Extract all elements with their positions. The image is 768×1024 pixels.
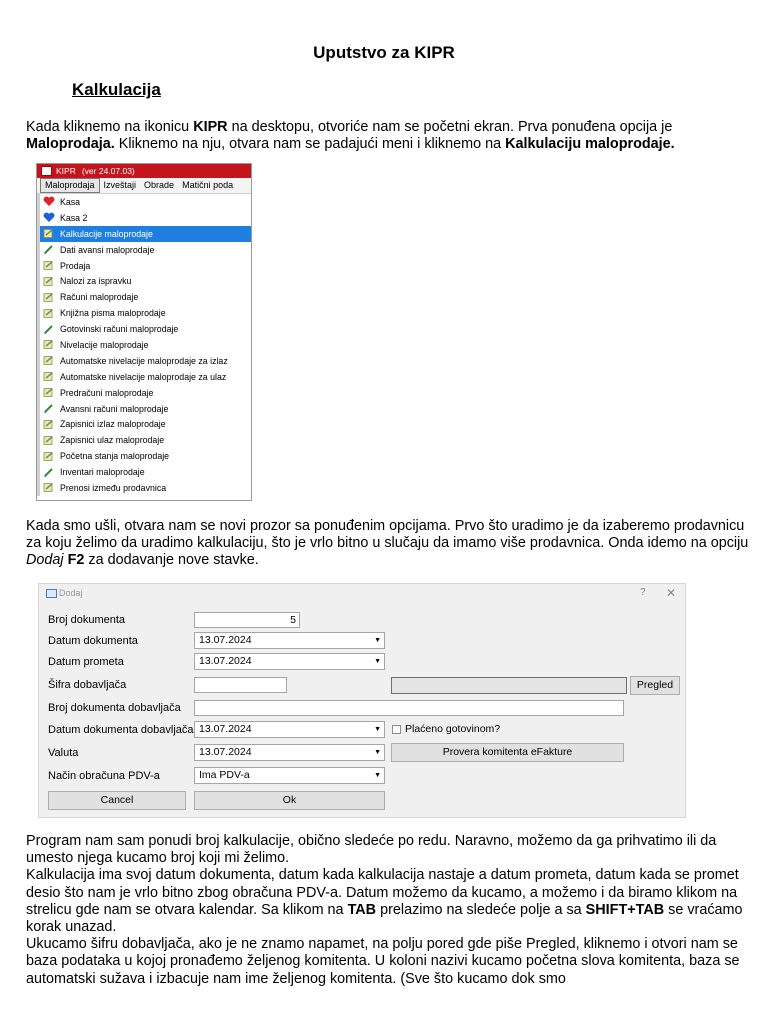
dropdown-menu (37, 194, 251, 496)
row-broj-dokumenta (39, 611, 685, 632)
document-icon (43, 355, 55, 366)
menu-item[interactable] (40, 273, 251, 289)
document-icon (43, 339, 55, 350)
menu-item[interactable] (40, 258, 251, 274)
valuta-value: 13.07.2024 (199, 746, 252, 758)
pen-icon (43, 403, 55, 414)
menu-item-label: Knjižna pisma maloprodaje (60, 308, 166, 319)
app-logo-icon (41, 166, 52, 176)
document-icon (43, 419, 55, 430)
document-icon (43, 435, 55, 446)
paragraph-intro: Kada kliknemo na ikonicu KIPR na desktopu, otvoriće nam se početni ekran. Prva ponuđena opcija je Maloprodaja. Kliknemo na nju, otvara nam se padajući meni i kliknemo na Kalkulaciju maloprodaje. (26, 119, 675, 153)
menu-item-label: Nivelacije maloprodaje (60, 339, 149, 350)
menu-item[interactable] (40, 385, 251, 401)
label-broj-dok-dobavljaca: Broj dokumenta dobavljača (48, 702, 181, 714)
broj-dok-dobavljaca-input[interactable] (194, 700, 624, 716)
label-datum-dokumenta: Datum dokumenta (48, 635, 138, 647)
ok-button[interactable]: Ok (194, 791, 385, 810)
section-title: Kalkulacija (72, 80, 161, 99)
dobavljac-name-display (391, 677, 627, 694)
menu-item[interactable] (40, 401, 251, 417)
menu-izvestaji[interactable]: Izveštaji (103, 180, 137, 190)
pregled-button[interactable]: Pregled (630, 676, 680, 695)
pen-icon (43, 324, 55, 335)
datum-prometa-picker[interactable] (194, 653, 385, 670)
app-version: (ver 24.07.03) (81, 166, 135, 176)
menu-item-label: Početna stanja maloprodaje (60, 451, 170, 462)
menu-item[interactable] (40, 226, 251, 242)
chevron-down-icon: ▼ (374, 637, 381, 644)
row-valuta (39, 744, 685, 765)
menu-maloprodaja[interactable]: Maloprodaja (40, 178, 100, 193)
menu-item[interactable] (40, 194, 251, 210)
menu-obrade[interactable]: Obrade (144, 180, 175, 190)
chevron-down-icon: ▼ (374, 749, 381, 756)
datum-dokumenta-value: 13.07.2024 (199, 634, 252, 646)
pen-icon (43, 244, 55, 255)
cancel-button[interactable]: Cancel (48, 791, 186, 810)
document-icon (43, 260, 55, 271)
heart-red-icon (43, 196, 55, 207)
document-icon (43, 308, 55, 319)
menu-item[interactable] (40, 242, 251, 258)
menu-item[interactable] (40, 305, 251, 321)
menu-screenshot (36, 163, 252, 501)
menu-item-label: Dati avansi maloprodaje (60, 244, 155, 255)
datum-dokumenta-picker[interactable] (194, 632, 385, 649)
heart-blue-icon (43, 212, 55, 223)
sifra-dobavljaca-input[interactable] (194, 677, 287, 693)
menubar (37, 178, 251, 194)
row-datum-dok-dobavljaca (39, 721, 685, 742)
row-nacin-pdv (39, 767, 685, 788)
datum-dok-dobavljaca-picker[interactable] (194, 721, 385, 738)
label-nacin-pdv: Način obračuna PDV-a (48, 770, 160, 782)
menu-item[interactable] (40, 369, 251, 385)
menu-item[interactable] (40, 432, 251, 448)
menu-item-label: Predračuni maloprodaje (60, 387, 154, 398)
paragraph-instructions: Program nam sam ponudi broj kalkulacije, obično sledeće po redu. Naravno, možemo da ga prihvatimo ili da umesto njega kucamo broj koji mi želimo. Kalkulacija ima svoj datum dokumenta, datum kada kalkulacija nastaje a datum prometa, datum kada se promet desio što nam je vrlo bitno zbog obračuna PDV-a. Datum možemo da kucamo, a možemo i da biramo klikom na strelicu gde nam se otvara kalendar. Sa klikom na TAB prelazimo na sledeće polje a sa SHIFT+TAB se vraćamo korak unazad. Ukucamo šifru dobavljača, ako je ne znamo napamet, na polju pored gde piše Pregled, kliknemo i otvori nam se baza podataka u kojoj pronađemo željenog komitenta. U koloni nazivi kucamo početna slova komitenta, baza se automatski sužava i izbacuje nam ime željenog komitenta. (Sve što kucamo dok smo (26, 833, 743, 987)
menu-item-label: Kalkulacije maloprodaje (60, 228, 153, 239)
document-icon (43, 451, 55, 462)
chevron-down-icon: ▼ (374, 658, 381, 665)
menu-item-label: Gotovinski računi maloprodaje (60, 324, 179, 335)
dialog-window-icon (46, 589, 57, 598)
menu-item[interactable] (40, 464, 251, 480)
document-icon (43, 276, 55, 287)
broj-dokumenta-input[interactable]: 5 (194, 612, 300, 628)
menu-item[interactable] (40, 353, 251, 369)
paragraph-store-select: Kada smo ušli, otvara nam se novi prozor sa ponuđenim opcijama. Prvo što uradimo je da izaberemo prodavnicu za koju želimo da uradimo kalkulaciju, što je vrlo bitno u slučaju da imamo više prodavnica. Onda idemo na opciju Dodaj F2 za dodavanje nove stavke. (26, 518, 749, 569)
chevron-down-icon: ▼ (374, 726, 381, 733)
dialog-title: Dodaj (59, 588, 83, 598)
document-title: Uputstvo za KIPR (313, 43, 455, 62)
datum-prometa-value: 13.07.2024 (199, 655, 252, 667)
menu-item-label: Automatske nivelacije maloprodaje za izlaz (60, 355, 228, 366)
nacin-pdv-select[interactable] (194, 767, 385, 784)
menu-item[interactable] (40, 210, 251, 226)
provera-komitenta-button[interactable]: Provera komitenta eFakture (391, 743, 624, 762)
app-title: KIPR (56, 166, 76, 176)
row-datum-prometa (39, 653, 685, 674)
menu-item[interactable] (40, 289, 251, 305)
menu-item[interactable] (40, 448, 251, 464)
dodaj-dialog-screenshot (38, 583, 686, 818)
datum-dok-dobavljaca-value: 13.07.2024 (199, 723, 252, 735)
row-broj-dok-dobavljaca (39, 699, 685, 720)
document-icon (43, 387, 55, 398)
label-datum-prometa: Datum prometa (48, 656, 124, 668)
label-valuta: Valuta (48, 747, 79, 759)
menu-item[interactable] (40, 321, 251, 337)
close-icon[interactable]: ✕ (666, 586, 677, 600)
menu-item[interactable] (40, 480, 251, 496)
menu-item-label: Računi maloprodaje (60, 292, 139, 303)
label-broj-dokumenta: Broj dokumenta (48, 614, 126, 626)
pen-icon (43, 467, 55, 478)
menu-maticni-podaci[interactable]: Matični poda (182, 180, 234, 190)
label-sifra-dobavljaca: Šifra dobavljača (48, 679, 127, 691)
label-datum-dok-dobavljaca: Datum dokumenta dobavljača (48, 724, 194, 736)
help-icon[interactable]: ? (640, 587, 646, 598)
placeno-gotovinom-label: Plaćeno gotovinom? (405, 723, 501, 735)
valuta-picker[interactable] (194, 744, 385, 761)
menu-item-label: Prenosi između prodavnica (60, 482, 167, 493)
menu-item[interactable] (40, 416, 251, 432)
menu-item[interactable] (40, 337, 251, 353)
menu-item-label: Zapisnici izlaz maloprodaje (60, 419, 166, 430)
chevron-down-icon: ▼ (374, 772, 381, 779)
row-datum-dokumenta (39, 632, 685, 653)
menu-item-label: Inventari maloprodaje (60, 467, 145, 478)
menu-item-label: Automatske nivelacije maloprodaje za ulaz (60, 371, 227, 382)
menu-item-label: Avansni računi maloprodaje (60, 403, 169, 414)
menu-item-label: Prodaja (60, 260, 91, 271)
document-icon (43, 482, 55, 493)
menu-item-label: Nalozi za ispravku (60, 276, 132, 287)
document-icon (43, 371, 55, 382)
menu-item-label: Zapisnici ulaz maloprodaje (60, 435, 165, 446)
nacin-pdv-value: Ima PDV-a (199, 769, 250, 781)
document-icon (43, 228, 55, 239)
app-titlebar (37, 164, 251, 178)
placeno-gotovinom-checkbox[interactable] (392, 725, 401, 734)
menu-item-label: Kasa (60, 196, 81, 207)
menu-item-label: Kasa 2 (60, 212, 88, 223)
document-icon (43, 292, 55, 303)
row-sifra-dobavljaca (39, 676, 685, 697)
